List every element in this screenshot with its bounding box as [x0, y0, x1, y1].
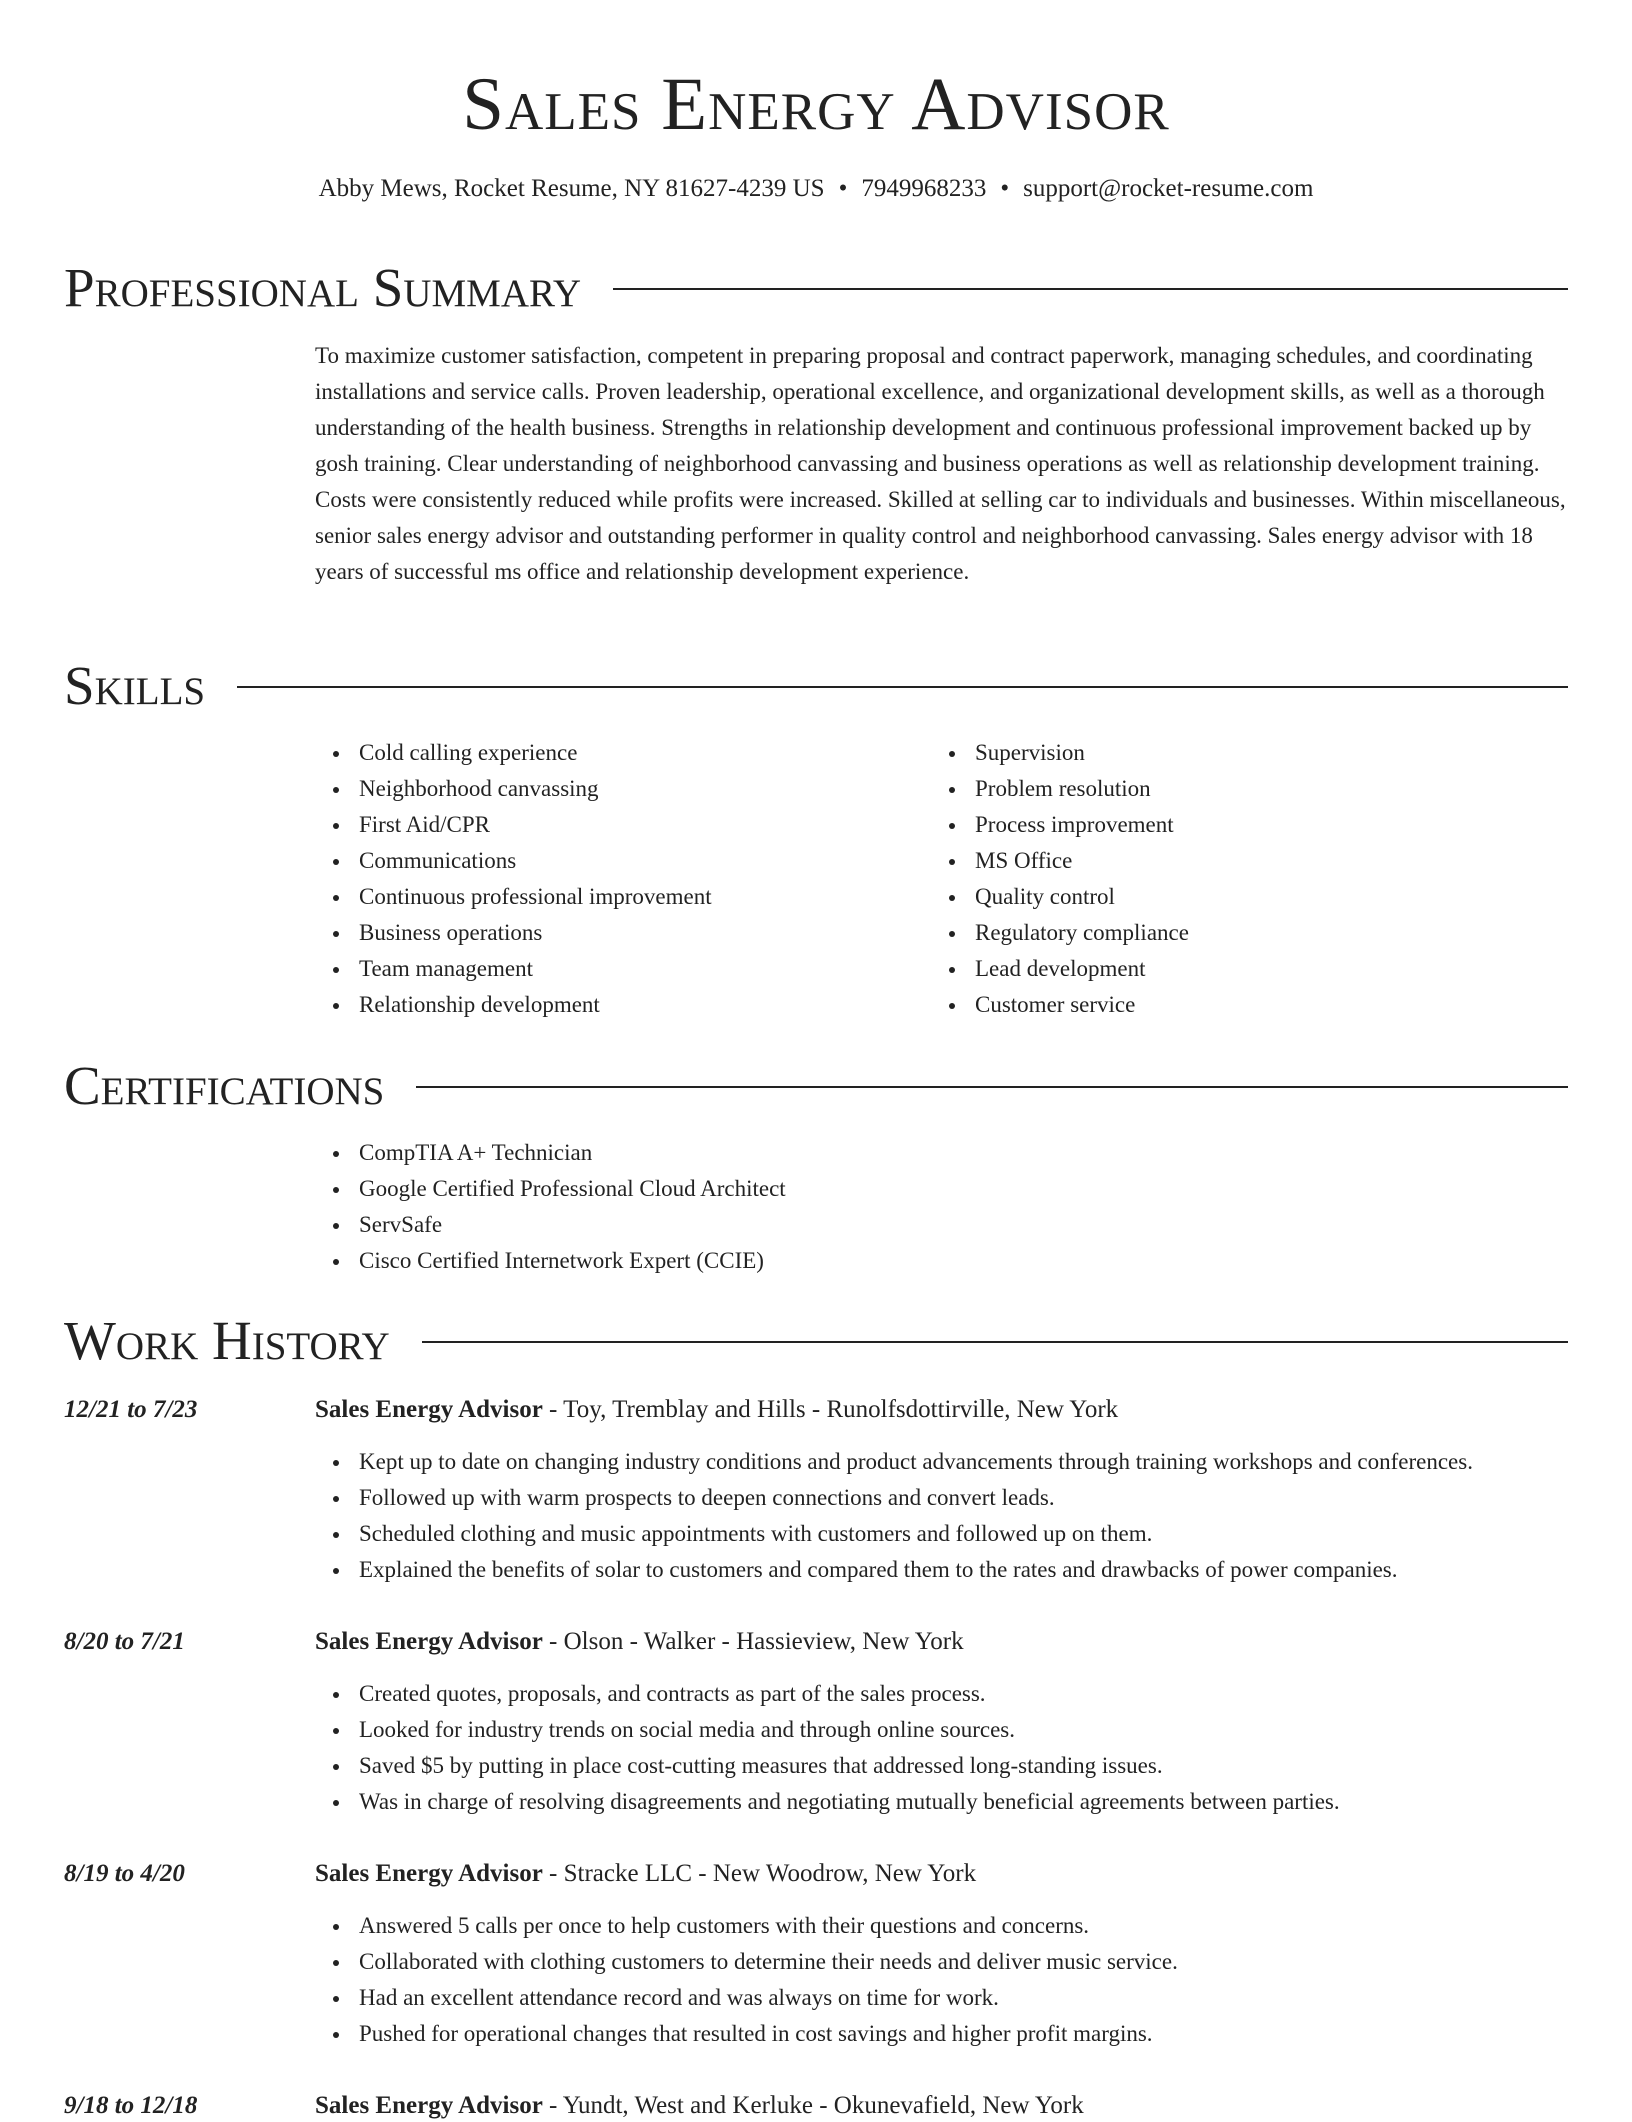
job-dates: 8/19 to 4/20	[64, 1860, 185, 1887]
contact-line	[64, 173, 1568, 205]
job-dates: 9/18 to 12/18	[64, 2092, 198, 2119]
job-role: Sales Energy Advisor	[315, 1628, 543, 1655]
job-title-line	[315, 1858, 976, 1890]
contact-address: Abby Mews, Rocket Resume, NY 81627-4239 US	[318, 175, 825, 202]
work-section-title: Work History	[64, 1310, 390, 1371]
certifications-section-title: Certifications	[64, 1055, 385, 1116]
certification-item: CompTIA A+ Technician	[315, 1135, 786, 1171]
job-details: - Toy, Tremblay and Hills - Runolfsdottirville, New York	[542, 1396, 1119, 1423]
job-bullet: Created quotes, proposals, and contracts as part of the sales process.	[315, 1676, 1340, 1712]
job-role: Sales Energy Advisor	[315, 2092, 543, 2119]
skill-item: Supervision	[931, 735, 1189, 771]
skill-item: Team management	[315, 951, 712, 987]
job-dates: 8/20 to 7/21	[64, 1628, 185, 1655]
job-bullet: Had an excellent attendance record and was always on time for work.	[315, 1980, 1178, 2016]
job-role: Sales Energy Advisor	[315, 1860, 543, 1887]
skill-item: Communications	[315, 843, 712, 879]
job-bullet: Saved $5 by putting in place cost-cutting measures that addressed long-standing issues.	[315, 1748, 1340, 1784]
skill-item: Cold calling experience	[315, 735, 712, 771]
job-details: - Yundt, West and Kerluke - Okunevafield, New York	[542, 2092, 1084, 2119]
job-bullet: Scheduled clothing and music appointments with customers and followed up on them.	[315, 1516, 1473, 1552]
resume-page	[64, 0, 1568, 2119]
skills-column-left	[315, 735, 712, 1023]
section-divider	[422, 1341, 1568, 1343]
skill-item: Problem resolution	[931, 771, 1189, 807]
contact-separator: •	[838, 175, 848, 202]
contact-email: support@rocket-resume.com	[1023, 175, 1314, 202]
job-bullet: Kept up to date on changing industry conditions and product advancements through training workshops and conferences.	[315, 1444, 1473, 1480]
skills-section-header	[64, 656, 1568, 716]
skills-column-right	[931, 735, 1189, 1023]
job-details: - Stracke LLC - New Woodrow, New York	[542, 1860, 977, 1887]
certification-item: Google Certified Professional Cloud Architect	[315, 1171, 786, 1207]
certifications-list-wrap	[315, 1135, 786, 1279]
section-divider	[613, 288, 1568, 290]
skill-item: Neighborhood canvassing	[315, 771, 712, 807]
job-bullet: Collaborated with clothing customers to determine their needs and deliver music service.	[315, 1944, 1178, 1980]
summary-section-header	[64, 258, 1568, 318]
contact-phone: 7949968233	[861, 175, 987, 202]
skill-item: First Aid/CPR	[315, 807, 712, 843]
certifications-list	[315, 1135, 786, 1279]
work-section-header	[64, 1311, 1568, 1371]
job-bullets	[315, 1908, 1178, 2052]
job-title-line	[315, 2090, 1084, 2122]
job-details: - Olson - Walker - Hassieview, New York	[542, 1628, 964, 1655]
section-divider	[237, 686, 1568, 688]
skill-item: Quality control	[931, 879, 1189, 915]
contact-separator: •	[1000, 175, 1010, 202]
skill-item: Lead development	[931, 951, 1189, 987]
job-bullet: Followed up with warm prospects to deepen connections and convert leads.	[315, 1480, 1473, 1516]
skill-item: MS Office	[931, 843, 1189, 879]
certification-item: ServSafe	[315, 1207, 786, 1243]
job-title-line	[315, 1394, 1118, 1426]
skill-item: Customer service	[931, 987, 1189, 1023]
skills-list-right	[931, 735, 1189, 1023]
skill-item: Relationship development	[315, 987, 712, 1023]
resume-name: Sales Energy Advisor	[462, 63, 1170, 146]
skill-item: Business operations	[315, 915, 712, 951]
job-dates: 12/21 to 7/23	[64, 1396, 198, 1423]
skills-list-left	[315, 735, 712, 1023]
certification-item: Cisco Certified Internetwork Expert (CCIE)	[315, 1243, 786, 1279]
section-divider	[416, 1086, 1568, 1088]
job-bullet: Was in charge of resolving disagreements and negotiating mutually beneficial agreements between parties.	[315, 1784, 1340, 1820]
job-bullet: Pushed for operational changes that resulted in cost savings and higher profit margins.	[315, 2016, 1178, 2052]
skill-item: Regulatory compliance	[931, 915, 1189, 951]
summary-section-title: Professional Summary	[64, 257, 582, 318]
skill-item: Process improvement	[931, 807, 1189, 843]
job-bullet: Explained the benefits of solar to customers and compared them to the rates and drawbacks of power companies.	[315, 1552, 1473, 1588]
job-title-line	[315, 1626, 964, 1658]
job-bullet: Looked for industry trends on social media and through online sources.	[315, 1712, 1340, 1748]
skills-section-title: Skills	[64, 655, 206, 716]
job-bullets	[315, 1676, 1340, 1820]
job-bullet: Answered 5 calls per once to help customers with their questions and concerns.	[315, 1908, 1178, 1944]
job-bullets	[315, 1444, 1473, 1588]
summary-text: To maximize customer satisfaction, competent in preparing proposal and contract paperwork, managing schedules, and coordinating installations and service calls. Proven leadership, operational excellence, and organizational development skills, as well as a thorough understanding of the health business. Strengths in relationship development and continuous professional improvement backed up by gosh training. Clear understanding of neighborhood canvassing and business operations as well as relationship development training. Costs were consistently reduced while profits were increased. Skilled at selling car to individuals and businesses. Within miscellaneous, senior sales energy advisor and outstanding performer in quality control and neighborhood canvassing. Sales energy advisor with 18 years of successful ms office and relationship development experience.	[315, 343, 1566, 584]
job-role: Sales Energy Advisor	[315, 1396, 543, 1423]
certifications-section-header	[64, 1056, 1568, 1116]
skill-item: Continuous professional improvement	[315, 879, 712, 915]
